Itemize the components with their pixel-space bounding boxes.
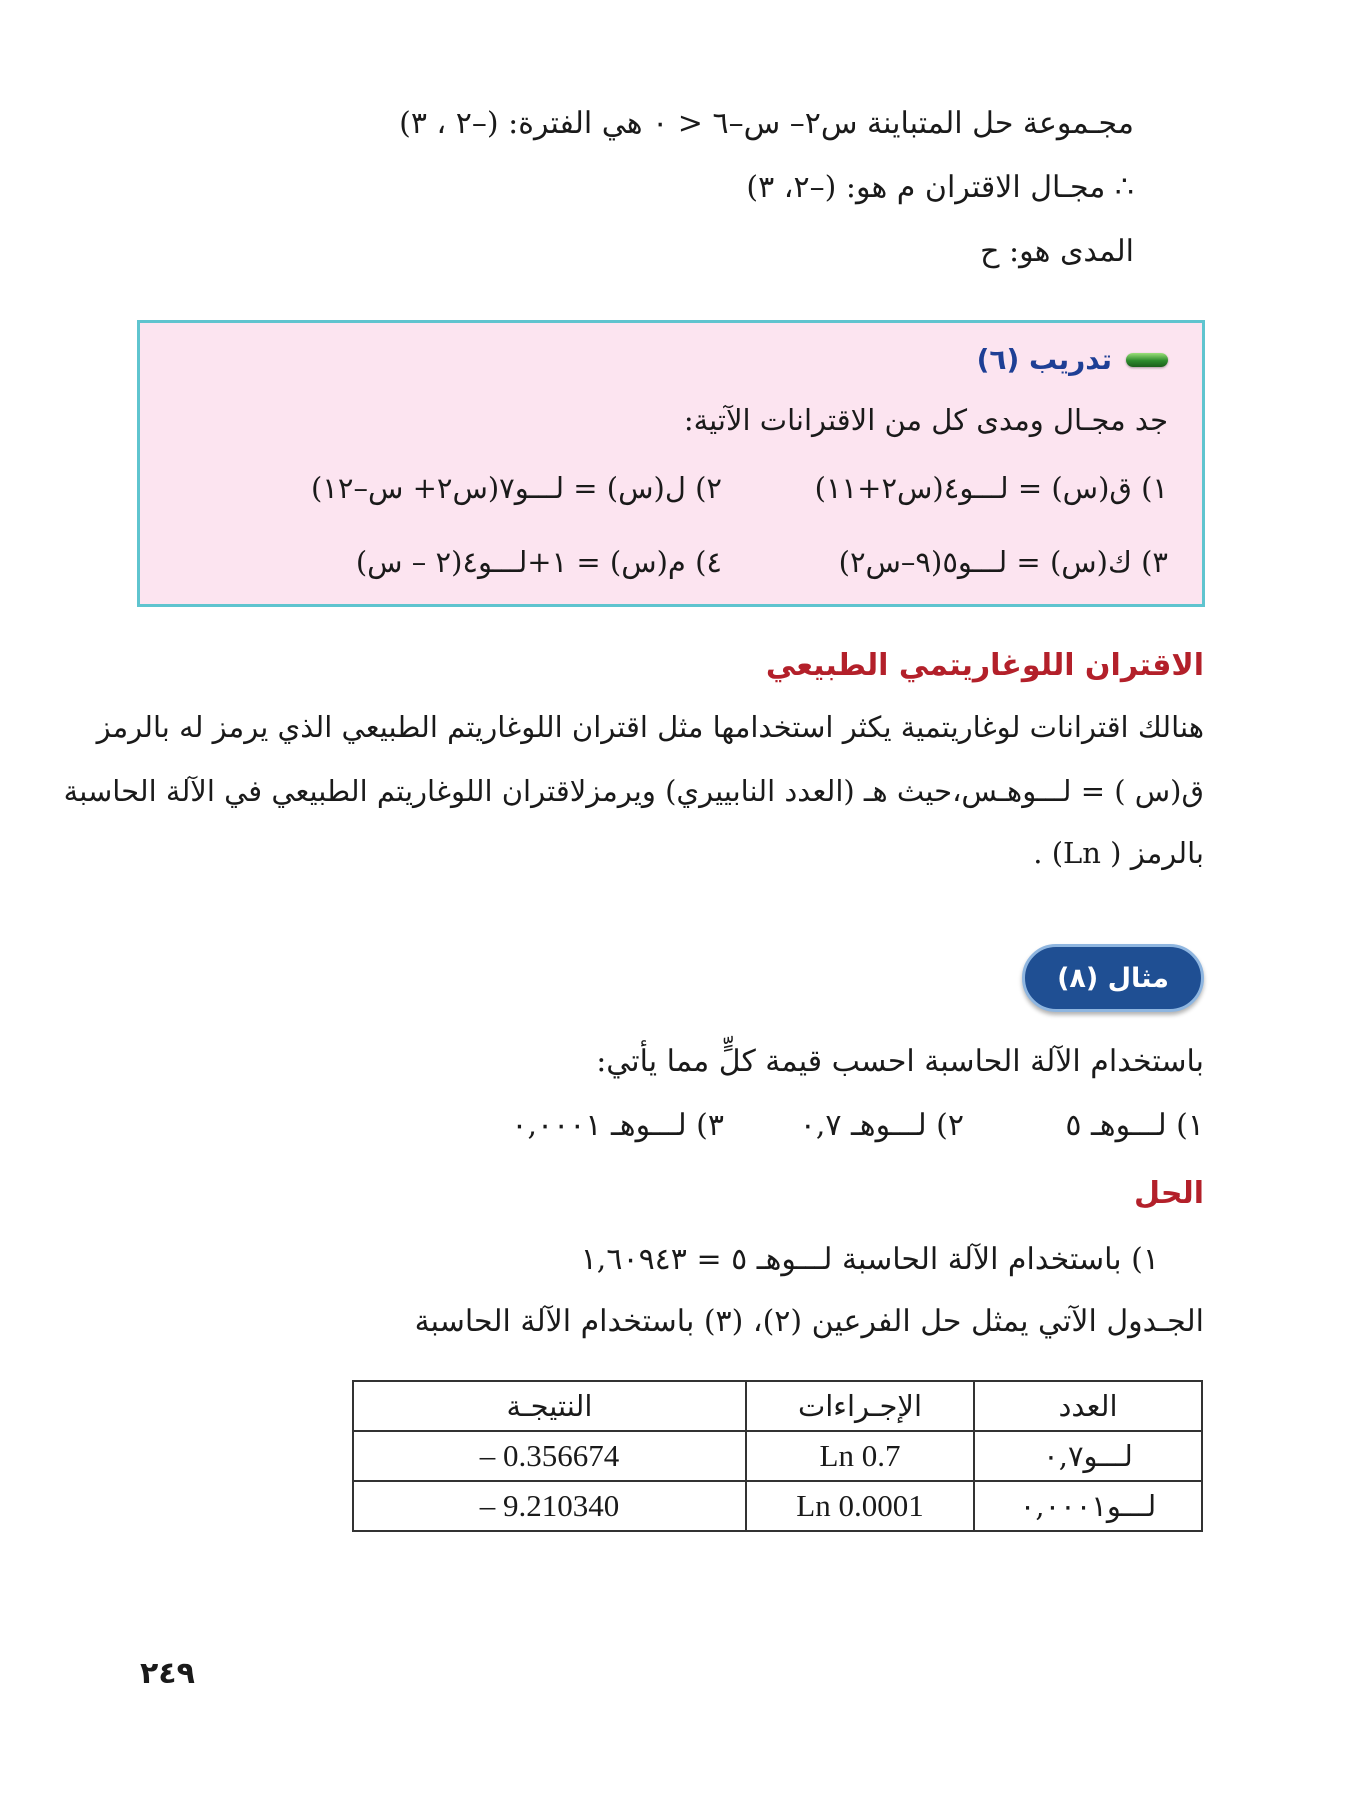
solution-line-1: ١) باستخدام الآلة الحاسبة لـــوهـ ٥ = ١,٦٠٩٤٣ [580,1242,1159,1277]
header-number: العدد [974,1381,1202,1431]
training-item-3: ٣) ك(س) = لـــو٥(٩–س٢) [838,545,1168,579]
training-item-2: ٢) ل(س) = لـــو٧(س٢+ س–١٢) [310,471,722,505]
example-prompt: باستخدام الآلة الحاسبة احسب قيمة كلٍّ مما يأتي: [596,1044,1204,1079]
header-procedures: الإجـراءات [746,1381,974,1431]
cell-procedure: Ln 0.0001 [746,1481,974,1531]
domain-statement: ∴ مجـال الاقتران م هو: (–٢، ٣) [746,170,1134,205]
cell-result: – 0.356674 [353,1431,746,1481]
results-table [352,1380,1203,1532]
example-item-3: ٣) لـــوهـ ٠,٠٠٠١ [511,1108,724,1143]
green-bar-icon [1126,353,1168,367]
table-row [353,1431,1202,1481]
cell-procedure: Ln 0.7 [746,1431,974,1481]
paragraph-line-1: هنالك اقترانات لوغاريتمية يكثر استخدامها مثل اقتران اللوغاريتم الطبيعي الذي يرمز له بالرمز [96,710,1204,744]
training-item-4: ٤) م(س) = ١+لـــو٤(٢ – س) [355,545,722,579]
page-number: ٢٤٩ [140,1656,195,1691]
header-result: النتيجـة [353,1381,746,1431]
training-prompt: جد مجـال ومدى كل من الاقترانات الآتية: [683,403,1168,437]
training-box [137,320,1205,607]
solution-title: الحل [1134,1176,1204,1211]
solution-set-statement: مجـموعة حل المتباينة س٢– س–٦ < ٠ هي الفترة: (–٢ ، ٣) [399,106,1134,141]
training-item-1: ١) ق(س) = لـــو٤(س٢+١١) [814,471,1168,505]
example-item-2: ٢) لـــوهـ ٠,٧ [799,1108,964,1143]
range-statement: المدى هو: ح [980,234,1134,269]
example-badge-label: مثال (٨) [1057,962,1169,994]
cell-number: لـــو٠,٠٠٠١ [974,1481,1202,1531]
example-badge [1022,944,1204,1012]
paragraph-line-3: بالرمز ( Ln) . [1033,836,1204,870]
solution-line-2: الجـدول الآتي يمثل حل الفرعين (٢)، (٣) باستخدام الآلة الحاسبة [414,1304,1204,1339]
cell-number: لـــو٠,٧ [974,1431,1202,1481]
section-title: الاقتران اللوغاريتمي الطبيعي [765,648,1204,683]
paragraph-line-2: ق(س ) = لـــوهـس،حيث هـ (العدد النابييري) ويرمزلاقتران اللوغاريتم الطبيعي في الآلة الحاسبة [63,774,1204,808]
example-item-1: ١) لـــوهـ ٥ [1065,1108,1204,1143]
table-row [353,1481,1202,1531]
training-title: تدريب (٦) [976,343,1112,376]
cell-result: – 9.210340 [353,1481,746,1531]
training-header [977,343,1168,376]
table-header-row [353,1381,1202,1431]
